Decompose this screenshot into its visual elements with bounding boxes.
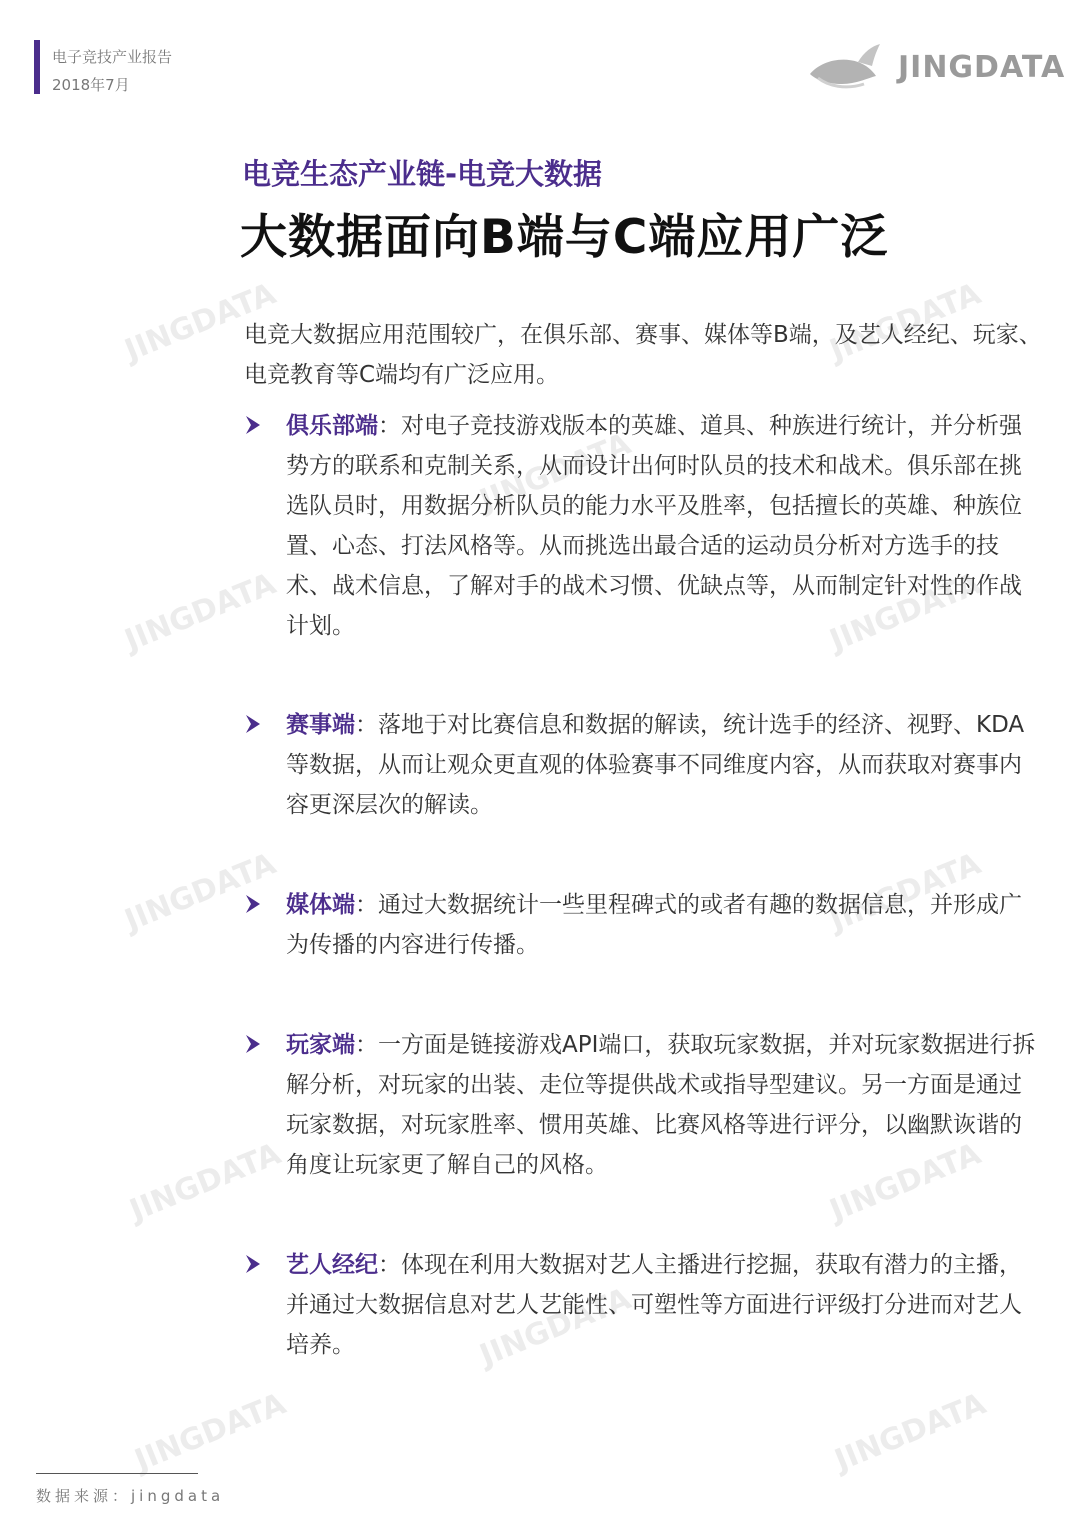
page-title: 大数据面向B端与C端应用广泛 — [240, 210, 889, 265]
bullet-artist — [244, 1245, 1044, 1365]
report-date: 2018年7月 — [52, 76, 130, 94]
bullet-term: 媒体端 — [286, 892, 355, 918]
watermark-text: JINGDATA — [125, 1136, 286, 1229]
bullet-term: 赛事端 — [286, 712, 355, 738]
bullet-body: ：体现在利用大数据对艺人主播进行挖掘，获取有潜力的主播，并通过大数据信息对艺人艺能性、可塑性等方面进行评级打分进而对艺人培养。 — [286, 1252, 1022, 1358]
bullet-term: 艺人经纪 — [286, 1252, 378, 1278]
chevron-right-icon — [244, 414, 262, 436]
brand-name: JINGDATA — [898, 50, 1066, 85]
watermark-text: JINGDATA — [120, 566, 281, 659]
bullet-body: ：对电子竞技游戏版本的英雄、道具、种族进行统计，并分析强势方的联系和克制关系，从而设计出何时队员的技术和战术。俱乐部在挑选队员时，用数据分析队员的能力水平及胜率，包括擅长的英雄、种族位置、心态、打法风格等。从而挑选出最合适的运动员分析对方选手的技术、战术信息，了解对手的战术习惯、优缺点等，从而制定针对性的作战计划。 — [286, 413, 1022, 639]
header-accent-bar — [34, 40, 40, 94]
intro-paragraph: 电竞大数据应用范围较广，在俱乐部、赛事、媒体等B端，及艺人经纪、玩家、电竞教育等C端均有广泛应用。 — [244, 322, 1042, 388]
watermark — [50, 566, 281, 710]
bullet-club — [244, 406, 1044, 646]
bullet-media — [244, 885, 1044, 965]
watermark-text: JINGDATA — [475, 1281, 636, 1374]
section-subtitle: 电竞生态产业链-电竞大数据 — [242, 157, 603, 191]
brand-logo — [806, 40, 1066, 96]
chevron-right-icon — [244, 893, 262, 915]
bullet-player — [244, 1025, 1044, 1185]
watermark — [55, 1136, 286, 1280]
bullet-body: ：通过大数据统计一些里程碑式的或者有趣的数据信息，并形成广为传播的内容进行传播。 — [286, 892, 1022, 958]
whale-logo-icon — [806, 40, 896, 96]
bullet-text — [286, 705, 1044, 825]
watermark-text: JINGDATA — [475, 426, 636, 519]
watermark — [760, 1386, 991, 1530]
watermark-text: JINGDATA — [825, 276, 986, 369]
bullet-text — [286, 406, 1044, 646]
bullet-text — [286, 1245, 1044, 1365]
bullet-term: 俱乐部端 — [286, 413, 378, 439]
chevron-right-icon — [244, 713, 262, 735]
bullet-text — [286, 885, 1044, 965]
data-source: 数据来源：jingdata — [36, 1487, 225, 1505]
watermark-text: JINGDATA — [130, 1386, 291, 1479]
bullet-text — [286, 1025, 1044, 1185]
watermark-text: JINGDATA — [825, 1136, 986, 1229]
watermark — [50, 276, 281, 420]
watermark-text: JINGDATA — [120, 846, 281, 939]
bullet-event — [244, 705, 1044, 825]
bullet-body: ：一方面是链接游戏API端口，获取玩家数据，并对玩家数据进行拆解分析，对玩家的出装、走位等提供战术或指导型建议。另一方面是通过玩家数据，对玩家胜率、惯用英雄、比赛风格等进行评分，以幽默诙谐的角度让玩家更了解自己的风格。 — [286, 1032, 1036, 1178]
watermark-text: JINGDATA — [825, 566, 986, 659]
chevron-right-icon — [244, 1253, 262, 1275]
watermark-text: JINGDATA — [120, 276, 281, 369]
watermark-text: JINGDATA — [825, 846, 986, 939]
watermark — [50, 846, 281, 990]
report-title: 电子竞技产业报告 — [52, 48, 173, 66]
watermark-text: JINGDATA — [830, 1386, 991, 1479]
bullet-body: ：落地于对比赛信息和数据的解读，统计选手的经济、视野、KDA等数据，从而让观众更直观的体验赛事不同维度内容，从而获取对赛事内容更深层次的解读。 — [286, 712, 1025, 818]
footer-divider — [36, 1473, 198, 1474]
bullet-term: 玩家端 — [286, 1032, 355, 1058]
chevron-right-icon — [244, 1033, 262, 1055]
